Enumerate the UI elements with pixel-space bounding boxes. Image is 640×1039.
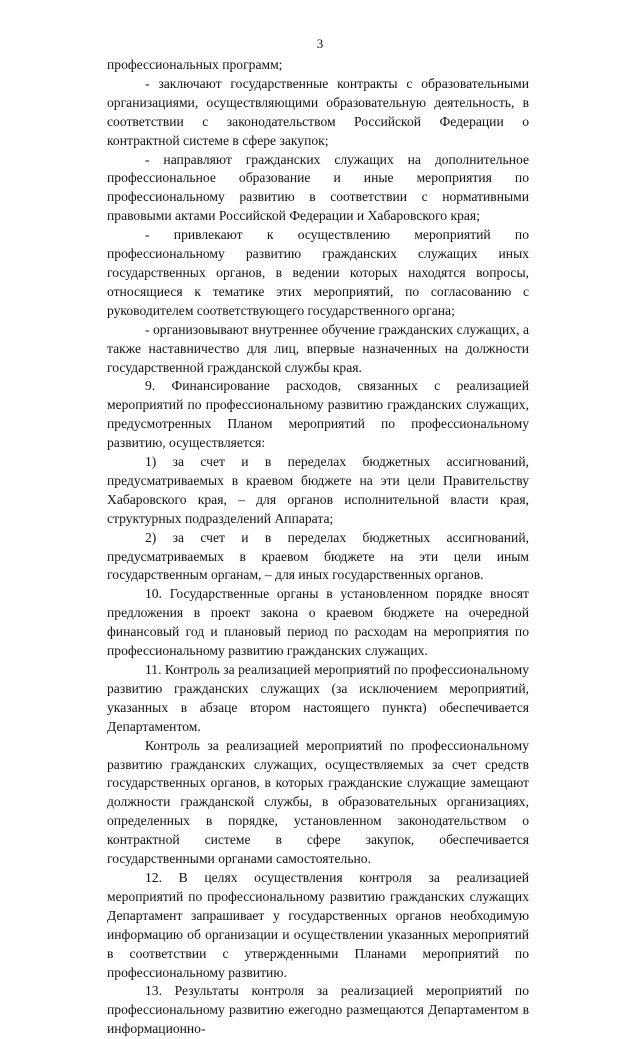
paragraph-10: 10. Государственные органы в установленном порядке вносят предложения в проект закона о краевом бюджете на очередной финансовый год и плановый период по расходам на мероприятия по профессиональному развитию гражданских служащих. [107,586,529,659]
paragraph-continuation: профессиональных программ; [107,57,283,72]
list-item-training-referral: - направляют гражданских служащих на дополнительное профессиональное образование и иные мероприятия по профессиональному развитию в соответствии с нормативными правовыми актами Российской Федерации и Хабаровского края; [107,151,529,224]
list-item-internal-training: - организовывают внутреннее обучение гражданских служащих, а также наставничество для лиц, впервые назначенных на должности государственной гражданской службы края. [107,321,529,375]
paragraph-12: 12. В целях осуществления контроля за реализацией мероприятий по профессиональному развитию гражданских служащих Департамент запрашивает у государственных органов необходимую информацию об организации и осуществлении указанных мероприятий в соответствии с утвержденными Планами мероприятий по профессиональному развитию. [107,869,529,980]
paragraph-11-part-2: Контроль за реализацией мероприятий по профессиональному развитию гражданских служащих, осуществляемых за счет средств государственных органов, в которых гражданские служащие замещают должности гражданской службы, в образовательных организациях, определенных в порядке, установленном законодательством о контрактной системе в сфере закупок, обеспечивается государственными органами самостоятельно. [107,737,529,867]
paragraph-13: 13. Результаты контроля за реализацией мероприятий по профессиональному развитию ежегодно размещаются Департаментом в информационно- [107,983,529,1037]
paragraph-9-item-1: 1) за счет и в переделах бюджетных ассигнований, предусматриваемых в краевом бюджете на эти цели Правительству Хабаровского края, – для органов исполнительной власти края, структурных подразделений Аппарата; [107,454,529,526]
list-item-contracts: - заключают государственные контракты с образовательными организациями, осуществляющими образовательную деятельность, в соответствии с законодательством Российской Федерации о контрактной системе в сфере закупок; [107,75,529,148]
paragraph-9: 9. Финансирование расходов, связанных с реализацией мероприятий по профессиональному развитию гражданских служащих, предусмотренных Планом мероприятий по профессиональному развитию, осуществляется: [107,378,529,451]
paragraph-9-item-2: 2) за счет и в переделах бюджетных ассигнований, предусматриваемых в краевом бюджете на эти цели иным государственным органам, – для иных государственных органов. [107,529,529,583]
list-item-involvement: - привлекают к осуществлению мероприятий по профессиональному развитию гражданских служащих иных государственных органов, в ведении которых находятся вопросы, относящиеся к тематике этих мероприятий, по согласованию с руководителем соответствующего государственного органа; [107,227,529,318]
paragraph-11: 11. Контроль за реализацией мероприятий по профессиональному развитию гражданских служащих (за исключением мероприятий, указанных в абзаце втором настоящего пункта) обеспечивается Департаментом. [107,662,529,734]
page-number: 3 [316,36,324,51]
document-body [107,56,529,1039]
